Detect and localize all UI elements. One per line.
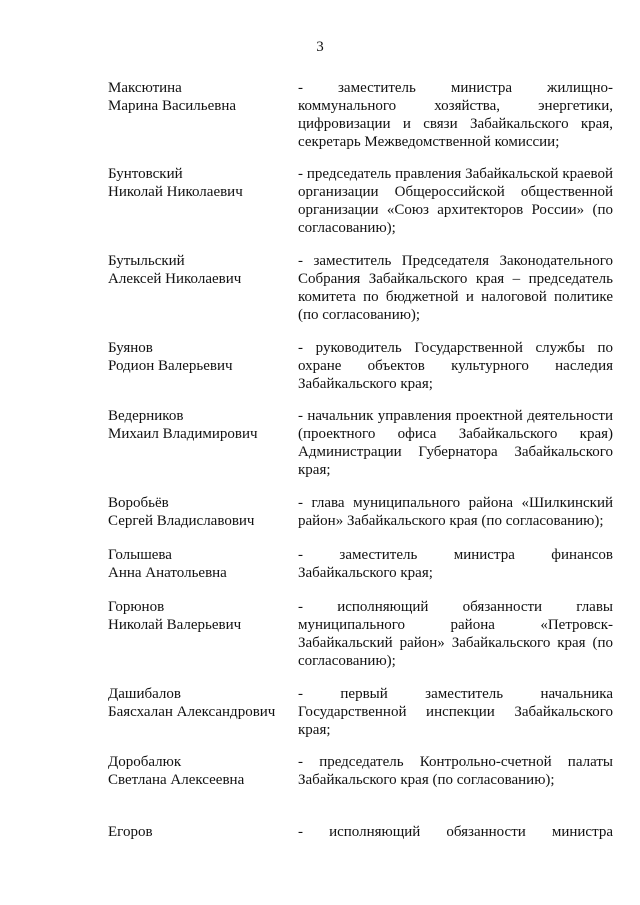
member-surname: Бунтовский bbox=[108, 166, 183, 182]
member-surname: Буянов bbox=[108, 340, 153, 356]
member-role: - первый заместитель начальника Государственной инспекции Забайкальского края; bbox=[298, 686, 613, 738]
member-role: - исполняющий обязанности министра bbox=[298, 824, 613, 840]
member-role: - председатель правления Забайкальской краевой организации Общероссийской общественной организации «Союз архитекторов России» (по согласованию); bbox=[298, 166, 613, 236]
member-surname: Горюнов bbox=[108, 599, 165, 615]
member-role: - руководитель Государственной службы по охране объектов культурного наследия Забайкальского края; bbox=[298, 340, 613, 392]
member-given-names: Родион Валерьевич bbox=[108, 358, 233, 374]
member-given-names: Анна Анатольевна bbox=[108, 565, 227, 581]
member-role: - заместитель министра финансов Забайкальского края; bbox=[298, 547, 613, 581]
member-surname: Ведерников bbox=[108, 408, 184, 424]
member-surname: Воробьёв bbox=[108, 495, 169, 511]
member-name bbox=[108, 407, 293, 443]
member-name bbox=[108, 165, 293, 201]
member-surname: Егоров bbox=[108, 824, 153, 840]
member-given-names: Марина Васильевна bbox=[108, 98, 237, 114]
member-name bbox=[108, 494, 293, 530]
member-name bbox=[108, 685, 293, 721]
member-role: - начальник управления проектной деятельности (проектного офиса Забайкальского края) Администрации Губернатора Забайкальского края; bbox=[298, 408, 613, 478]
member-given-names: Николай Николаевич bbox=[108, 184, 243, 200]
member-role: - председатель Контрольно-счетной палаты Забайкальского края (по согласованию); bbox=[298, 754, 613, 788]
member-role: - заместитель министра жилищно-коммунального хозяйства, энергетики, цифровизации и связи Забайкальского края, секретарь Межведомственной комиссии; bbox=[298, 80, 613, 150]
member-surname: Бутыльский bbox=[108, 253, 185, 269]
member-surname: Доробалюк bbox=[108, 754, 182, 770]
member-given-names: Николай Валерьевич bbox=[108, 617, 242, 633]
member-name bbox=[108, 79, 293, 115]
member-surname: Максютина bbox=[108, 80, 182, 96]
member-surname: Дашибалов bbox=[108, 686, 181, 702]
member-name bbox=[108, 598, 293, 634]
member-given-names: Сергей Владиславович bbox=[108, 513, 255, 529]
member-given-names: Михаил Владимирович bbox=[108, 426, 258, 442]
member-name bbox=[108, 546, 293, 582]
member-role: - исполняющий обязанности главы муниципального района «Петровск-Забайкальский район» Забайкальского края (по согласованию); bbox=[298, 599, 613, 669]
page-number: 3 bbox=[316, 39, 324, 55]
member-role: - глава муниципального района «Шилкинский район» Забайкальского края (по согласованию); bbox=[298, 495, 613, 529]
member-name bbox=[108, 753, 293, 789]
member-name bbox=[108, 339, 293, 375]
member-role: - заместитель Председателя Законодательного Собрания Забайкальского края – председатель комитета по бюджетной и налоговой политике (по согласованию); bbox=[298, 253, 613, 323]
member-given-names: Алексей Николаевич bbox=[108, 271, 242, 287]
member-given-names: Светлана Алексеевна bbox=[108, 772, 245, 788]
member-name bbox=[108, 252, 293, 288]
member-name bbox=[108, 823, 293, 841]
member-given-names: Баясхалан Александрович bbox=[108, 704, 276, 720]
member-surname: Голышева bbox=[108, 547, 172, 563]
